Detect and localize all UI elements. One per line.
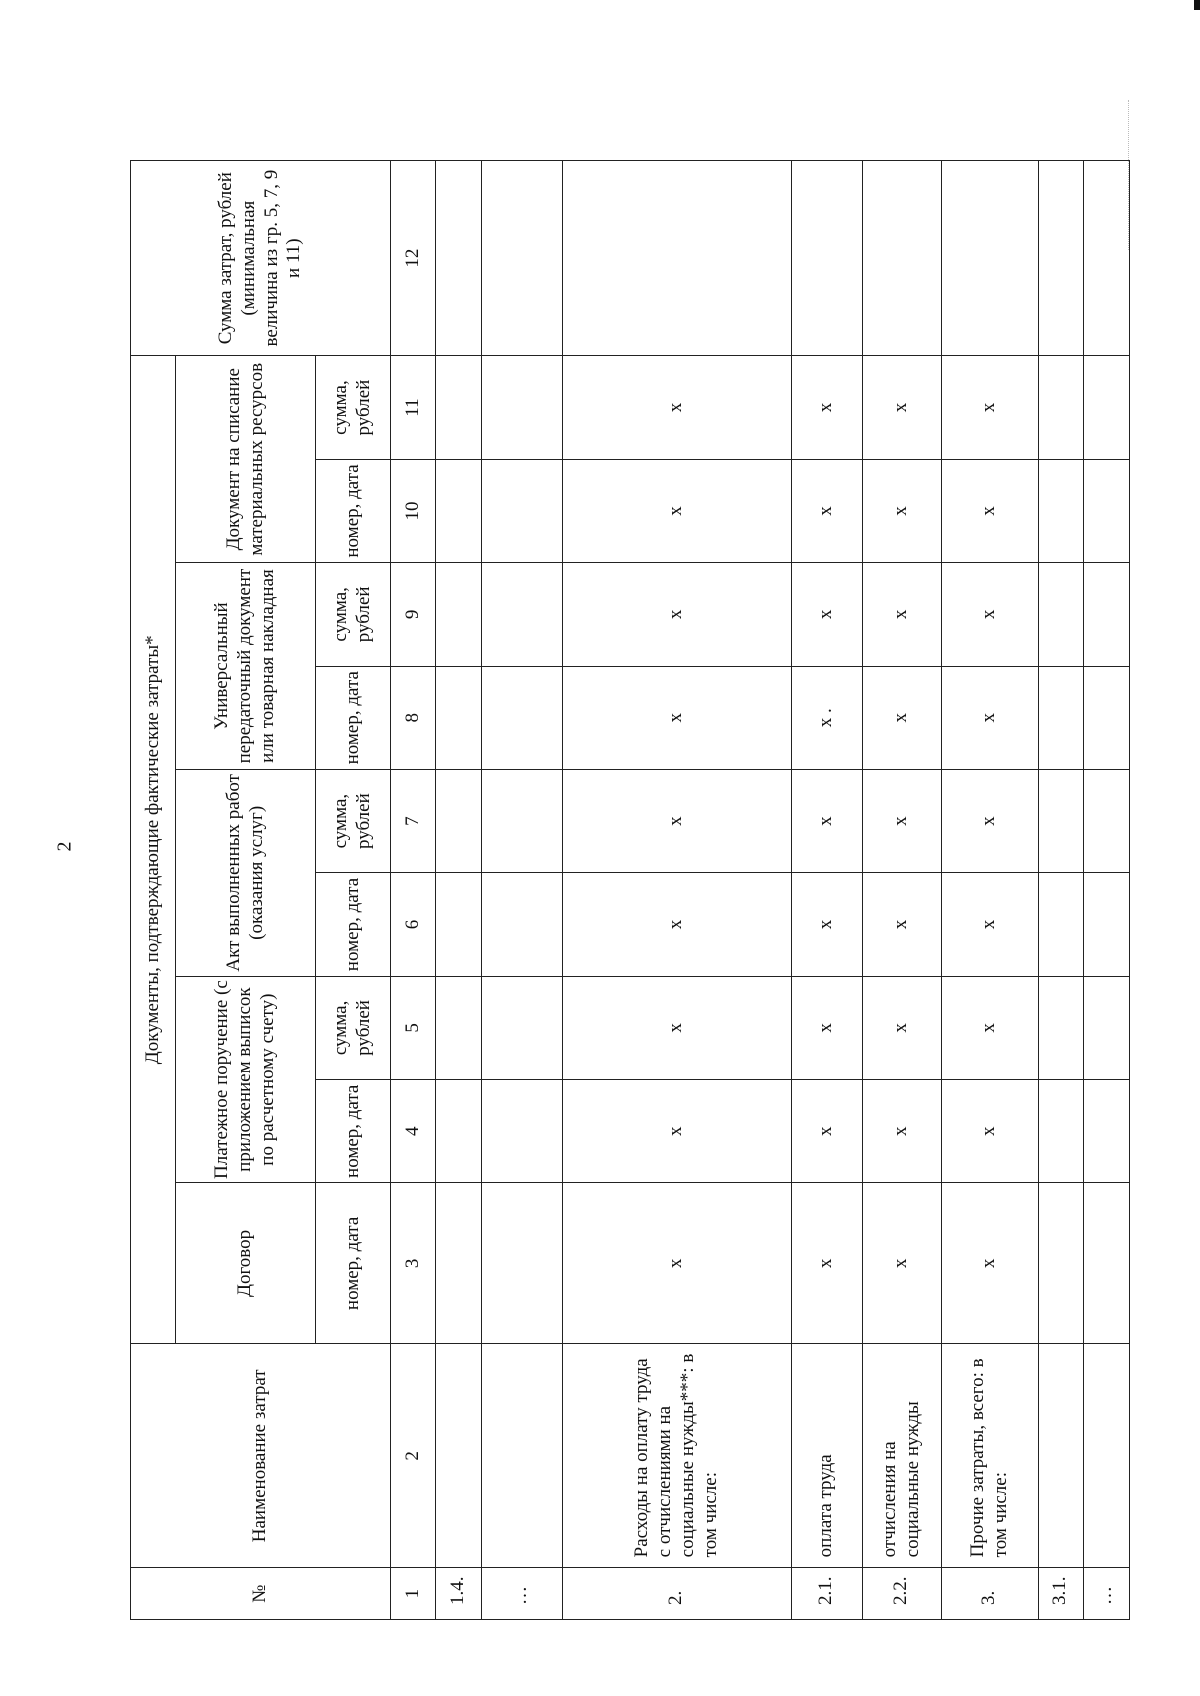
cost-name: Прочие затраты, всего: в том числе: [941, 1344, 1038, 1568]
empty-cell [436, 873, 482, 976]
empty-cell [1038, 1183, 1084, 1344]
empty-cell [436, 976, 482, 1079]
column-number: 5 [391, 976, 436, 1079]
cross-mark-cell: х [862, 563, 941, 666]
empty-cell [436, 769, 482, 872]
header-name: Наименование затрат [131, 1344, 391, 1568]
subheader-upd-num-date: номер, дата [316, 666, 391, 769]
table-row [941, 161, 1038, 1620]
table-body [436, 161, 1130, 1620]
total-cell [481, 161, 562, 356]
row-number: … [1084, 1568, 1130, 1620]
empty-cell [481, 1183, 562, 1344]
cross-mark-cell: х [791, 769, 862, 872]
cross-mark-cell: х [563, 356, 792, 459]
cross-mark-cell: х . [791, 666, 862, 769]
row-number: 2.2. [862, 1568, 941, 1620]
subheader-act-sum: сумма, рублей [316, 769, 391, 872]
empty-cell [1038, 873, 1084, 976]
empty-cell [1084, 356, 1130, 459]
row-number: … [481, 1568, 562, 1620]
cross-mark-cell: х [791, 1080, 862, 1183]
total-cell [563, 161, 792, 356]
column-number: 11 [391, 356, 436, 459]
empty-cell [1038, 666, 1084, 769]
subheader-payment-num-date: номер, дата [316, 1080, 391, 1183]
cross-mark-cell: х [941, 769, 1038, 872]
empty-cell [481, 666, 562, 769]
total-cell [941, 161, 1038, 356]
cross-mark-cell: х [941, 1183, 1038, 1344]
empty-cell [481, 769, 562, 872]
empty-cell [436, 666, 482, 769]
column-number: 7 [391, 769, 436, 872]
empty-cell [436, 1080, 482, 1183]
header-payment-order: Платежное поручение (с приложением выписок по расчетному счету) [176, 976, 316, 1183]
empty-cell [481, 873, 562, 976]
column-number: 6 [391, 873, 436, 976]
total-cell [862, 161, 941, 356]
cross-mark-cell: х [791, 356, 862, 459]
subheader-contract-num-date: номер, дата [316, 1183, 391, 1344]
cross-mark-cell: х [791, 459, 862, 562]
empty-cell [436, 1183, 482, 1344]
header-contract: Договор [176, 1183, 316, 1344]
cross-mark-cell: х [563, 769, 792, 872]
header-upd: Универсальный передаточный документ или товарная накладная [176, 563, 316, 770]
cross-mark-cell: х [862, 356, 941, 459]
cross-mark-cell: х [941, 563, 1038, 666]
empty-cell [436, 356, 482, 459]
empty-cell [481, 1080, 562, 1183]
cross-mark-cell: х [941, 356, 1038, 459]
subheader-upd-sum: сумма, рублей [316, 563, 391, 666]
cross-mark-cell: х [791, 1183, 862, 1344]
empty-cell [1084, 1183, 1130, 1344]
row-number: 1.4. [436, 1568, 482, 1620]
empty-cell [1038, 563, 1084, 666]
table-row [481, 161, 562, 1620]
cross-mark-cell: х [941, 976, 1038, 1079]
cost-name: отчисления на социальные нужды [862, 1344, 941, 1568]
empty-cell [436, 459, 482, 562]
cross-mark-cell: х [563, 873, 792, 976]
empty-cell [436, 563, 482, 666]
empty-cell [481, 976, 562, 1079]
cross-mark-cell: х [862, 976, 941, 1079]
subheader-payment-sum: сумма, рублей [316, 976, 391, 1079]
header-documents: Документы, подтверждающие фактические затраты* [131, 356, 176, 1344]
cost-name: оплата труда [791, 1344, 862, 1568]
empty-cell [1084, 666, 1130, 769]
cross-mark-cell: х [862, 666, 941, 769]
header-num: № [131, 1568, 391, 1620]
empty-cell [1084, 769, 1130, 872]
total-cell [1084, 161, 1130, 356]
empty-cell [1038, 1080, 1084, 1183]
cost-name [1084, 1344, 1130, 1568]
empty-cell [481, 356, 562, 459]
column-number: 4 [391, 1080, 436, 1183]
empty-cell [1038, 769, 1084, 872]
page-number: 2 [53, 841, 76, 852]
cost-name [436, 1344, 482, 1568]
cross-mark-cell: х [791, 976, 862, 1079]
table-row [1084, 161, 1130, 1620]
total-cell [791, 161, 862, 356]
empty-cell [1038, 976, 1084, 1079]
cost-name [1038, 1344, 1084, 1568]
subheader-act-num-date: номер, дата [316, 873, 391, 976]
total-cell [1038, 161, 1084, 356]
header-act: Акт выполненных работ (оказания услуг) [176, 769, 316, 976]
empty-cell [481, 459, 562, 562]
empty-cell [1084, 459, 1130, 562]
cross-mark-cell: х [862, 769, 941, 872]
empty-cell [1038, 459, 1084, 562]
empty-cell [1084, 563, 1130, 666]
table-row [563, 161, 792, 1620]
empty-cell [1084, 1080, 1130, 1183]
cross-mark-cell: х [563, 976, 792, 1079]
cross-mark-cell: х [862, 1080, 941, 1183]
column-number: 8 [391, 666, 436, 769]
empty-cell [1084, 873, 1130, 976]
column-number: 2 [391, 1344, 436, 1568]
header-write-off: Документ на списание материальных ресурсов [176, 356, 316, 563]
empty-cell [1084, 976, 1130, 1079]
cross-mark-cell: х [791, 873, 862, 976]
cross-mark-cell: х [862, 873, 941, 976]
column-number: 3 [391, 1183, 436, 1344]
cross-mark-cell: х [563, 459, 792, 562]
cross-mark-cell: х [563, 563, 792, 666]
table-row [791, 161, 862, 1620]
cross-mark-cell: х [941, 873, 1038, 976]
cross-mark-cell: х [941, 1080, 1038, 1183]
cross-mark-cell: х [563, 666, 792, 769]
header-total: Сумма затрат, рублей (минимальная величина из гр. 5, 7, 9 и 11) [131, 161, 391, 356]
row-number: 2. [563, 1568, 792, 1620]
table-row [862, 161, 941, 1620]
column-number: 1 [391, 1568, 436, 1620]
column-number: 9 [391, 563, 436, 666]
cost-name [481, 1344, 562, 1568]
cross-mark-cell: х [563, 1183, 792, 1344]
scan-edge-mark [1194, 0, 1200, 10]
rotated-table-sheet [130, 160, 1130, 1620]
cross-mark-cell: х [941, 459, 1038, 562]
table-row [1038, 161, 1084, 1620]
row-number: 2.1. [791, 1568, 862, 1620]
column-number: 10 [391, 459, 436, 562]
cross-mark-cell: х [791, 563, 862, 666]
subheader-writeoff-sum: сумма, рублей [316, 356, 391, 459]
table-row [436, 161, 482, 1620]
total-cell [436, 161, 482, 356]
cross-mark-cell: х [862, 459, 941, 562]
subheader-writeoff-num-date: номер, дата [316, 459, 391, 562]
cross-mark-cell: х [563, 1080, 792, 1183]
empty-cell [481, 563, 562, 666]
row-number: 3. [941, 1568, 1038, 1620]
cost-documents-table [130, 160, 1130, 1620]
cost-name: Расходы на оплату труда с отчислениями на социальные нужды***: в том числе: [563, 1344, 792, 1568]
empty-cell [1038, 356, 1084, 459]
cross-mark-cell: х [941, 666, 1038, 769]
column-number-row [391, 161, 436, 1620]
row-number: 3.1. [1038, 1568, 1084, 1620]
cross-mark-cell: х [862, 1183, 941, 1344]
column-number: 12 [391, 161, 436, 356]
